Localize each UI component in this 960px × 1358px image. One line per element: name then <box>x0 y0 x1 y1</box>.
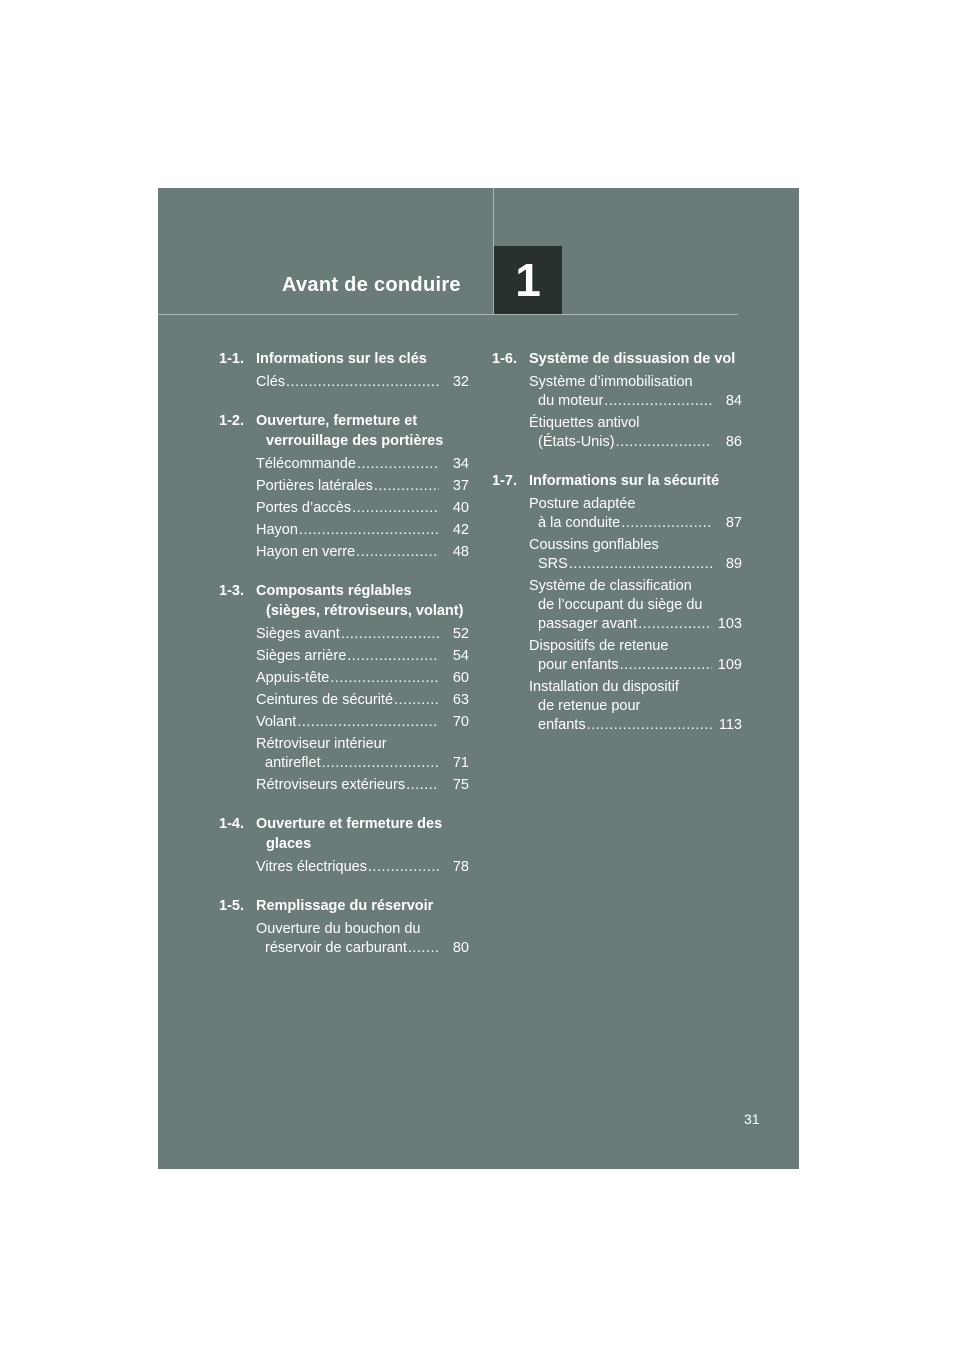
entry-title-line <box>529 615 716 634</box>
entry-title-line: Système d’immobilisation <box>529 374 693 390</box>
toc-entry[interactable] <box>219 543 469 562</box>
section-number: 1-3. <box>219 583 244 599</box>
entry-title-text: pour enfants <box>538 657 619 673</box>
section-heading[interactable] <box>219 814 469 854</box>
entry-title-text: Vitres électriques <box>256 859 367 875</box>
entry-title-text: Portières latérales <box>256 478 373 494</box>
dot-leader <box>341 625 439 644</box>
entry-title-line: Dispositifs de retenue <box>529 638 669 654</box>
entry-title-text: Hayon <box>256 522 298 538</box>
dot-leader <box>347 647 439 666</box>
entry-title <box>256 477 443 496</box>
section-heading[interactable] <box>219 581 469 621</box>
toc-entry[interactable] <box>219 713 469 732</box>
dot-leader <box>569 555 712 574</box>
dot-leader <box>352 499 439 518</box>
entry-page-number: 34 <box>452 456 469 472</box>
toc-entry[interactable] <box>492 373 742 411</box>
entry-title-line: Posture adaptée <box>529 496 636 512</box>
dot-leader <box>322 754 439 773</box>
entry-title-line: de l’occupant du siège du <box>538 597 703 613</box>
toc-entry[interactable] <box>219 647 469 666</box>
toc-section <box>219 411 469 562</box>
header-divider-horizontal <box>158 314 738 315</box>
entry-title-text: Portes d’accès <box>256 500 352 516</box>
chapter-title: Avant de conduire <box>282 274 461 296</box>
entry-title <box>256 735 443 773</box>
dot-leader <box>356 543 439 562</box>
entry-title-text: Sièges arrière <box>256 648 347 664</box>
toc-entry[interactable] <box>492 678 742 735</box>
dot-leader <box>604 392 712 411</box>
toc-column-left <box>219 349 469 977</box>
toc-entry[interactable] <box>219 625 469 644</box>
entry-title-line: Étiquettes antivol <box>529 415 640 431</box>
dot-leader <box>638 615 712 634</box>
entry-title-line <box>529 433 716 452</box>
entry-title <box>256 455 443 474</box>
entry-page-number: 84 <box>725 393 742 409</box>
entry-title-text: Appuis-tête <box>256 670 330 686</box>
entry-title-text: enfants <box>538 717 586 733</box>
entry-title-line: Ouverture du bouchon du <box>256 921 421 937</box>
section-number: 1-5. <box>219 898 244 914</box>
dot-leader <box>616 433 712 452</box>
section-title: Ouverture et fermeture des glaces <box>256 816 443 852</box>
dot-leader <box>297 713 439 732</box>
entry-page-number: 37 <box>452 478 469 494</box>
entry-title <box>256 669 443 688</box>
entry-title-line <box>529 716 716 735</box>
entry-title <box>256 625 443 644</box>
entry-title-text: (États-Unis) <box>538 434 615 450</box>
section-number: 1-2. <box>219 413 244 429</box>
entry-title <box>256 713 443 732</box>
section-heading[interactable] <box>492 349 742 369</box>
section-title: Système de dissuasion de vol <box>529 351 736 367</box>
toc-section <box>219 349 469 392</box>
entry-title-line <box>256 373 443 392</box>
entry-page-number: 109 <box>717 657 742 673</box>
toc-entry[interactable] <box>219 477 469 496</box>
toc-column-right <box>492 349 742 754</box>
entry-title <box>529 577 716 634</box>
toc-entry[interactable] <box>219 669 469 688</box>
entry-page-number: 60 <box>452 670 469 686</box>
dot-leader <box>368 858 439 877</box>
entry-page-number: 75 <box>452 777 469 793</box>
toc-entry[interactable] <box>492 577 742 634</box>
toc-section <box>219 814 469 877</box>
toc-entry[interactable] <box>219 373 469 392</box>
entry-title <box>256 499 443 518</box>
entry-title-line <box>529 656 716 675</box>
entry-title-text: Hayon en verre <box>256 544 356 560</box>
entry-page-number: 42 <box>452 522 469 538</box>
entry-page-number: 89 <box>725 556 742 572</box>
entry-title-text: à la conduite <box>538 515 621 531</box>
page-number: 31 <box>744 1111 760 1127</box>
entry-title <box>256 691 443 710</box>
section-number: 1-7. <box>492 473 517 489</box>
entry-title-line: Rétroviseur intérieur <box>256 736 387 752</box>
entry-page-number: 103 <box>717 616 742 632</box>
dot-leader <box>374 477 439 496</box>
entry-title-line <box>256 521 443 540</box>
entry-title <box>529 637 716 675</box>
entry-title-line <box>256 939 443 958</box>
entry-title-line <box>256 455 443 474</box>
entry-title <box>256 647 443 666</box>
toc-section <box>219 581 469 795</box>
toc-entry[interactable] <box>492 414 742 452</box>
entry-page-number: 113 <box>718 717 742 733</box>
toc-entry[interactable] <box>492 637 742 675</box>
entry-title-line <box>256 477 443 496</box>
entry-title-line <box>256 713 443 732</box>
entry-title-text: Sièges avant <box>256 626 340 642</box>
toc-entry[interactable] <box>492 536 742 574</box>
entry-title-text: Ceintures de sécurité <box>256 692 394 708</box>
entry-title-text: Clés <box>256 374 286 390</box>
entry-title-line <box>529 392 716 411</box>
entry-title-text: Télécommande <box>256 456 356 472</box>
entry-title <box>256 543 443 562</box>
section-title: Remplissage du réservoir <box>256 898 434 914</box>
entry-title-line <box>256 858 443 877</box>
dot-leader <box>621 514 712 533</box>
toc-entry[interactable] <box>219 735 469 773</box>
entry-page-number: 80 <box>452 940 469 956</box>
entry-title-line: Coussins gonflables <box>529 537 659 553</box>
entry-title <box>529 414 716 452</box>
entry-page-number: 32 <box>452 374 469 390</box>
entry-page-number: 71 <box>452 755 469 771</box>
entry-title <box>256 373 443 392</box>
section-heading[interactable] <box>219 349 469 369</box>
entry-title-line <box>256 625 443 644</box>
toc-entry[interactable] <box>219 920 469 958</box>
chapter-number: 1 <box>515 254 541 306</box>
section-title: Informations sur la sécurité <box>529 473 720 489</box>
entry-page-number: 86 <box>725 434 742 450</box>
entry-page-number: 70 <box>452 714 469 730</box>
entry-title-line <box>256 499 443 518</box>
entry-page-number: 48 <box>452 544 469 560</box>
entry-title-text: réservoir de carburant <box>265 940 407 956</box>
entry-title-line: Système de classification <box>529 578 692 594</box>
section-number: 1-1. <box>219 351 244 367</box>
entry-page-number: 78 <box>452 859 469 875</box>
entry-title <box>256 776 443 795</box>
entry-title-line <box>256 647 443 666</box>
entry-title <box>256 521 443 540</box>
toc-section <box>219 896 469 958</box>
entry-title <box>256 858 443 877</box>
section-number: 1-4. <box>219 816 244 832</box>
toc-entry[interactable] <box>492 495 742 533</box>
toc-entry[interactable] <box>219 521 469 540</box>
toc-entry[interactable] <box>219 499 469 518</box>
entry-page-number: 52 <box>452 626 469 642</box>
section-heading[interactable] <box>219 896 469 916</box>
dot-leader <box>408 939 439 958</box>
dot-leader <box>620 656 712 675</box>
entry-title-line <box>256 669 443 688</box>
entry-title-text: passager avant <box>538 616 638 632</box>
section-title: Informations sur les clés <box>256 351 427 367</box>
dot-leader <box>357 455 439 474</box>
entry-title-line <box>256 754 443 773</box>
toc-section <box>492 349 742 452</box>
entry-title <box>529 678 716 735</box>
entry-page-number: 54 <box>452 648 469 664</box>
entry-page-number: 40 <box>452 500 469 516</box>
entry-title <box>529 373 716 411</box>
dot-leader <box>587 716 712 735</box>
entry-title-text: SRS <box>538 556 568 572</box>
section-heading[interactable] <box>492 471 742 491</box>
toc-section <box>492 471 742 735</box>
entry-title-line <box>529 555 716 574</box>
toc-entry[interactable] <box>219 858 469 877</box>
dot-leader <box>330 669 439 688</box>
entry-page-number: 63 <box>452 692 469 708</box>
entry-page-number: 87 <box>725 515 742 531</box>
entry-title-text: antireflet <box>265 755 321 771</box>
entry-title-line <box>256 776 443 795</box>
dot-leader <box>406 776 439 795</box>
entry-title-line <box>256 543 443 562</box>
toc-entry[interactable] <box>219 776 469 795</box>
toc-entry[interactable] <box>219 455 469 474</box>
dot-leader <box>286 373 439 392</box>
dot-leader <box>299 521 439 540</box>
entry-title-line: de retenue pour <box>538 698 641 714</box>
section-title: Ouverture, fermeture et verrouillage des portières <box>256 413 444 449</box>
entry-title-text: Rétroviseurs extérieurs <box>256 777 406 793</box>
entry-title-line: Installation du dispositif <box>529 679 679 695</box>
chapter-number-tab <box>494 246 562 314</box>
dot-leader <box>394 691 439 710</box>
entry-title <box>529 536 716 574</box>
entry-title-line <box>256 691 443 710</box>
entry-title <box>256 920 443 958</box>
section-heading[interactable] <box>219 411 469 451</box>
entry-title <box>529 495 716 533</box>
section-number: 1-6. <box>492 351 517 367</box>
entry-title-line <box>529 514 716 533</box>
entry-title-text: Volant <box>256 714 297 730</box>
toc-entry[interactable] <box>219 691 469 710</box>
entry-title-text: du moteur <box>538 393 604 409</box>
section-title: Composants réglables (sièges, rétroviseurs, volant) <box>256 583 464 619</box>
